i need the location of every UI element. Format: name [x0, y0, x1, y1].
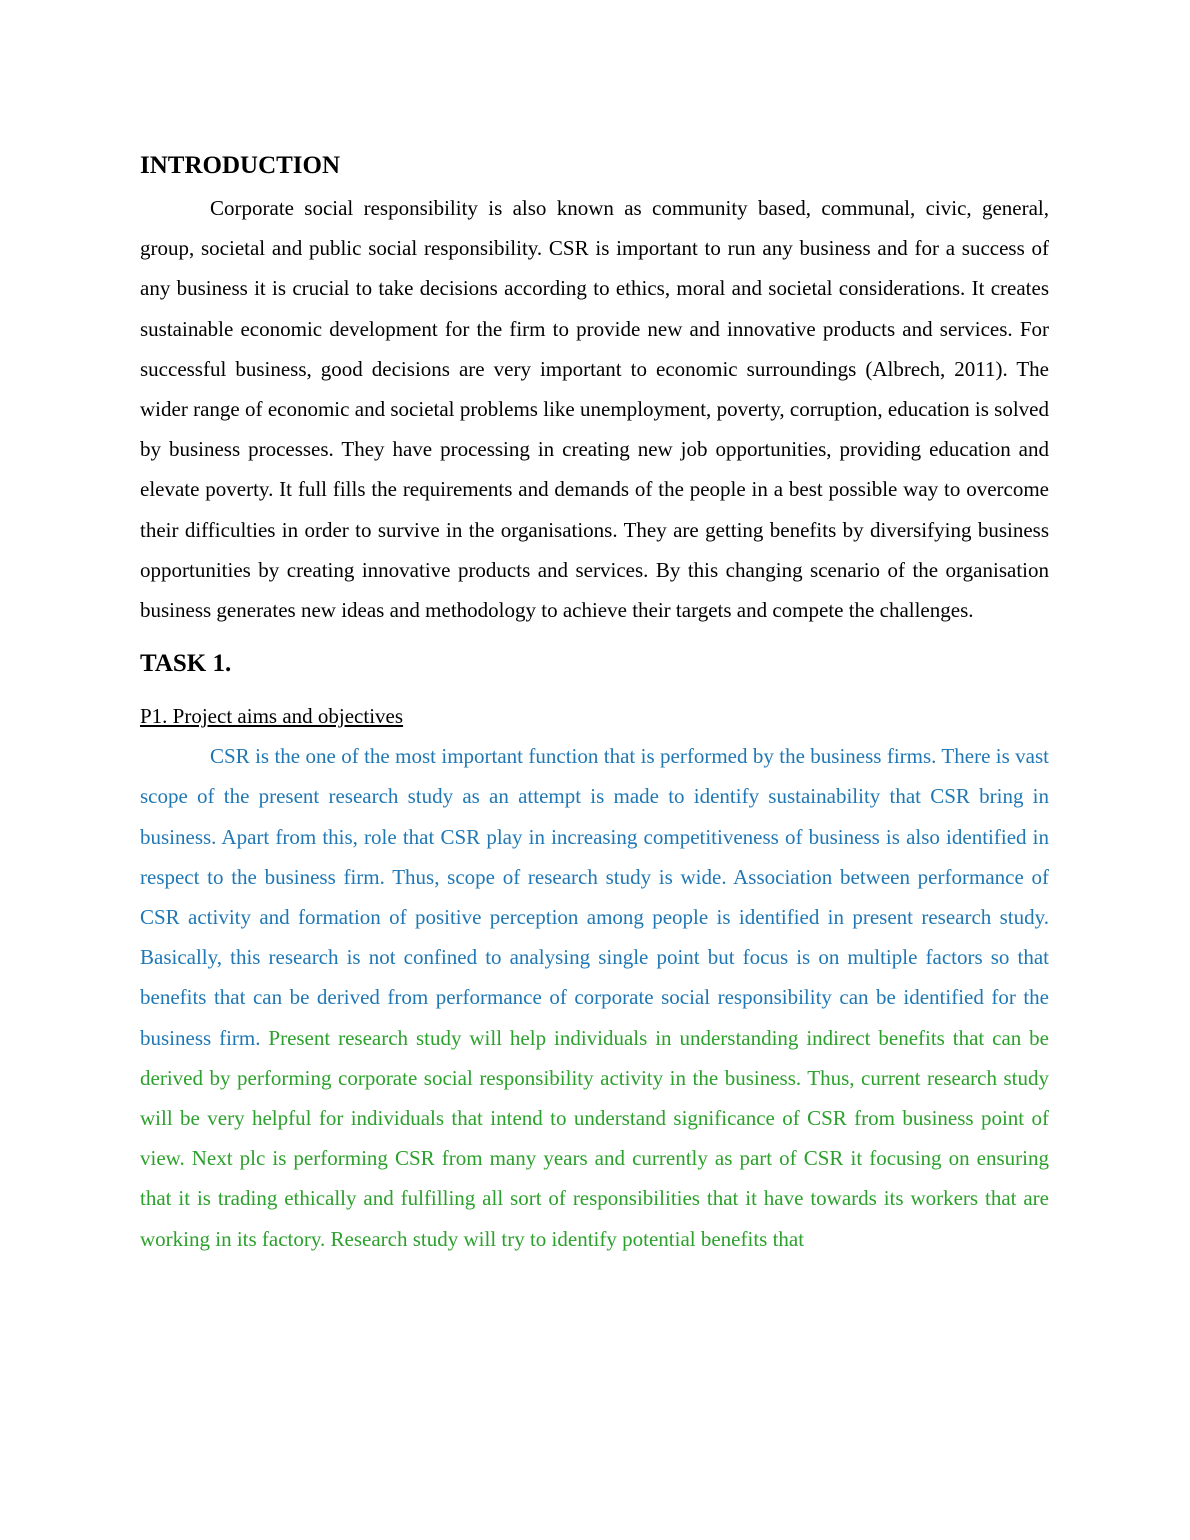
document-page: [140, 146, 1049, 1259]
project-aims-subheading: P1. Project aims and objectives: [140, 704, 404, 729]
task1-paragraph-green-text: Present research study will help individuals in understanding indirect benefits that can be derived by performing corporate social responsibility activity in the business. Thus, current research study will be very helpful for individuals that intend to understand significance of CSR from business point of view. Next plc is performing CSR from many years and currently as part of CSR it focusing on ensuring that it is trading ethically and fulfilling all sort of responsibilities that it have towards its workers that are working in its factory. Research study will try to identify potential benefits that: [140, 1025, 1050, 1251]
task1-heading: TASK 1.: [140, 650, 232, 678]
introduction-heading: INTRODUCTION: [140, 152, 341, 179]
introduction-paragraph: Corporate social responsibility is also known as community based, communal, civic, general, group, societal and public social responsibility. CSR is important to run any business and for a success of any business it is crucial to take decisions according to ethics, moral and societal considerations. It creates sustainable economic development for the firm to provide new and innovative products and services. For successful business, good decisions are very important to economic surroundings (Albrech, 2011). The wider range of economic and societal problems like unemployment, poverty, corruption, education is solved by business processes. They have processing in creating new job opportunities, providing education and elevate poverty. It full fills the requirements and demands of the people in a best possible way to overcome their difficulties in order to survive in the organisations. They are getting benefits by diversifying business opportunities by creating innovative products and services. By this changing scenario of the organisation business generates new ideas and methodology to achieve their targets and compete the challenges.: [140, 196, 1049, 623]
task1-paragraph: [140, 736, 1049, 1259]
task1-paragraph-blue-text: CSR is the one of the most important function that is performed by the business firms. There is vast scope of the present research study as an attempt is made to identify sustainability that CSR bring in business. Apart from this, role that CSR play in increasing competitiveness of business is also identified in respect to the business firm. Thus, scope of research study is wide. Association between performance of CSR activity and formation of positive perception among people is identified in present research study. Basically, this research is not confined to analysing single point but focus is on multiple factors so that benefits that can be derived from performance of corporate social responsibility can be identified for the business firm.: [140, 744, 1049, 1050]
